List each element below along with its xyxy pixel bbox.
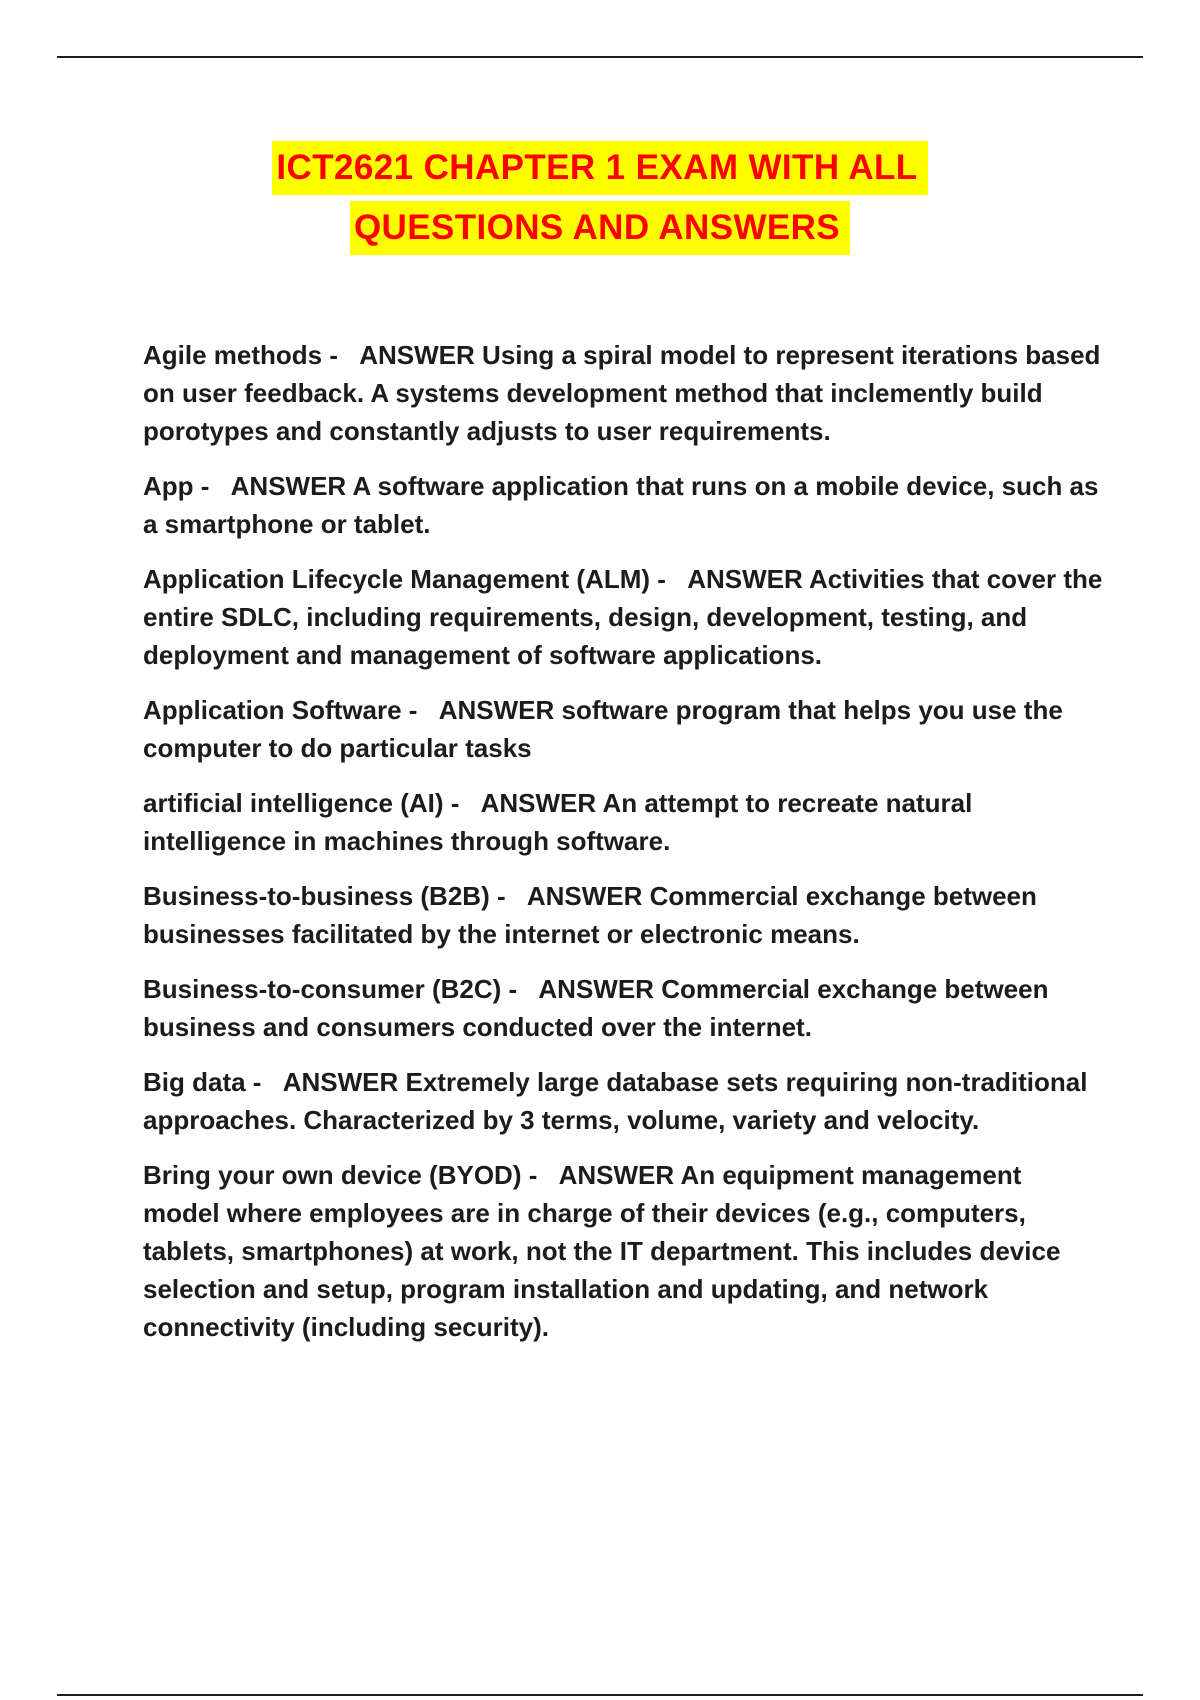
answer-label: ANSWER — [359, 340, 475, 370]
entry-definition: An equipment management model where employees are in charge of their devices (e.g., computers, tablets, smartphones) at work, not the IT department. This includes device selection and setup, program installation and updating, and network connectivity (including security). — [143, 1160, 1061, 1342]
qa-entry — [143, 1156, 1103, 1346]
entry-separator: - — [193, 471, 217, 501]
entry-definition: Extremely large database sets requiring non-traditional approaches. Characterized by 3 terms, volume, variety and velocity. — [143, 1067, 1088, 1135]
entry-term: artificial intelligence (AI) — [143, 788, 444, 818]
entry-term: Business-to-business (B2B) — [143, 881, 490, 911]
qa-entry — [143, 1063, 1103, 1139]
answer-label: ANSWER — [230, 471, 347, 501]
entry-term: Bring your own device (BYOD) — [143, 1160, 522, 1190]
entry-term: Agile methods — [143, 340, 323, 370]
title-line-1: ICT2621 CHAPTER 1 EXAM WITH ALL — [272, 141, 927, 195]
entry-separator: - — [489, 881, 513, 911]
entry-definition: Using a spiral model to represent iterations based on user feedback. A systems development method that inclemently build porotypes and constantly adjusts to user requirements. — [143, 340, 1101, 446]
top-divider — [57, 56, 1143, 58]
answer-label: ANSWER — [558, 1160, 675, 1190]
answer-label: ANSWER — [480, 788, 597, 818]
entry-definition: Commercial exchange between businesses facilitated by the internet or electronic means. — [143, 881, 1037, 949]
entry-definition: Commercial exchange between business and consumers conducted over the internet. — [143, 974, 1049, 1042]
qa-entry — [143, 784, 1103, 860]
entry-definition: software program that helps you use the computer to do particular tasks — [143, 695, 1063, 763]
title-line-2: QUESTIONS AND ANSWERS — [350, 201, 850, 255]
entry-separator: - — [521, 1160, 545, 1190]
qa-entry — [143, 467, 1103, 543]
entry-term: Application Lifecycle Management (ALM) — [143, 564, 651, 594]
answer-label: ANSWER — [526, 881, 643, 911]
entry-term: App — [143, 471, 194, 501]
entry-definition: An attempt to recreate natural intelligence in machines through software. — [143, 788, 973, 856]
qa-entry — [143, 336, 1103, 450]
answer-label: ANSWER — [687, 564, 803, 594]
answer-label: ANSWER — [538, 974, 654, 1004]
entry-separator: - — [401, 695, 425, 725]
entry-separator: - — [245, 1067, 269, 1097]
qa-list — [143, 336, 1103, 1363]
entry-separator: - — [443, 788, 467, 818]
answer-label: ANSWER — [438, 695, 555, 725]
answer-label: ANSWER — [282, 1067, 399, 1097]
qa-entry — [143, 970, 1103, 1046]
qa-entry — [143, 560, 1103, 674]
entry-term: Business-to-consumer (B2C) — [143, 974, 502, 1004]
entry-term: Big data — [143, 1067, 246, 1097]
entry-term: Application Software — [143, 695, 402, 725]
entry-separator: - — [650, 564, 674, 594]
qa-entry — [143, 877, 1103, 953]
document-title — [0, 141, 1200, 255]
bottom-divider — [57, 1694, 1143, 1696]
qa-entry — [143, 691, 1103, 767]
entry-definition: Activities that cover the entire SDLC, including requirements, design, development, testing, and deployment and management of software applications. — [143, 564, 1103, 670]
entry-separator: - — [322, 340, 346, 370]
entry-separator: - — [501, 974, 525, 1004]
entry-definition: A software application that runs on a mobile device, such as a smartphone or tablet. — [143, 471, 1099, 539]
